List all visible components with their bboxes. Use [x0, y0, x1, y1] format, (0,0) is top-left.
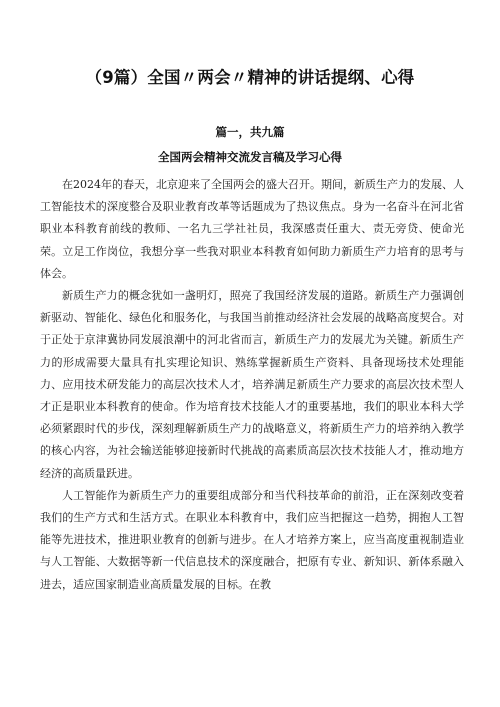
paragraph-2: 新质生产力的概念犹如一盏明灯，照亮了我国经济发展的道路。新质生产力强调创新驱动、智能化、绿色化和服务化，与我国当前推动经济社会发展的战略高度契合。对于正处于京津冀协同发展浪潮中的河北省而言，新质生产力的发展尤为关键。新质生产力的形成需要大量具有扎实理论知识、熟练掌握新质生产资料、具备现场技术处理能力、应用技术研发能力的高层次技术人才，培养满足新质生产力要求的高层次技术型人才正是职业本科教育的使命。作为培育技术技能人才的重要基地，我们的职业本科大学必须紧跟时代的步伐，深刻理解新质生产力的战略意义，将新质生产力的培养纳入教学的核心内容，为社会输送能够迎接新时代挑战的高素质高层次技术技能人才，推动地方经济的高质量跃进。: [40, 289, 464, 480]
paragraph-3: 人工智能作为新质生产力的重要组成部分和当代科技革命的前沿，正在深刻改变着我们的生产方式和生活方式。在职业本科教育中，我们应当把握这一趋势，拥抱人工智能等先进技术，推进职业教育的创新与进步。在人才培养方案上，应当高度重视制造业与人工智能、大数据等新一代信息技术的深度融合，把原有专业、新知识、新体系融入进去，适应国家制造业高质量发展的目标。在教: [40, 488, 464, 591]
document-title: （9篇）全国〃两会〃精神的讲话提纲、心得: [85, 68, 415, 87]
paragraph-1: 在2024年的春天，北京迎来了全国两会的盛大召开。期间，新质生产力的发展、人工智能技术的深度整合及职业教育改革等话题成为了热议焦点。身为一名奋斗在河北省职业本科教育前线的教师、一名九三学社社员，我深感责任重大、责无旁贷、使命光荣。立足工作岗位，我想分享一些我对职业本科教育如何助力新质生产力培育的思考与体会。: [40, 178, 464, 280]
section-subheading: 全国两会精神交流发言稿及学习心得: [158, 150, 342, 164]
document-body: [40, 174, 464, 596]
section-heading: 篇一，共九篇: [215, 125, 285, 139]
